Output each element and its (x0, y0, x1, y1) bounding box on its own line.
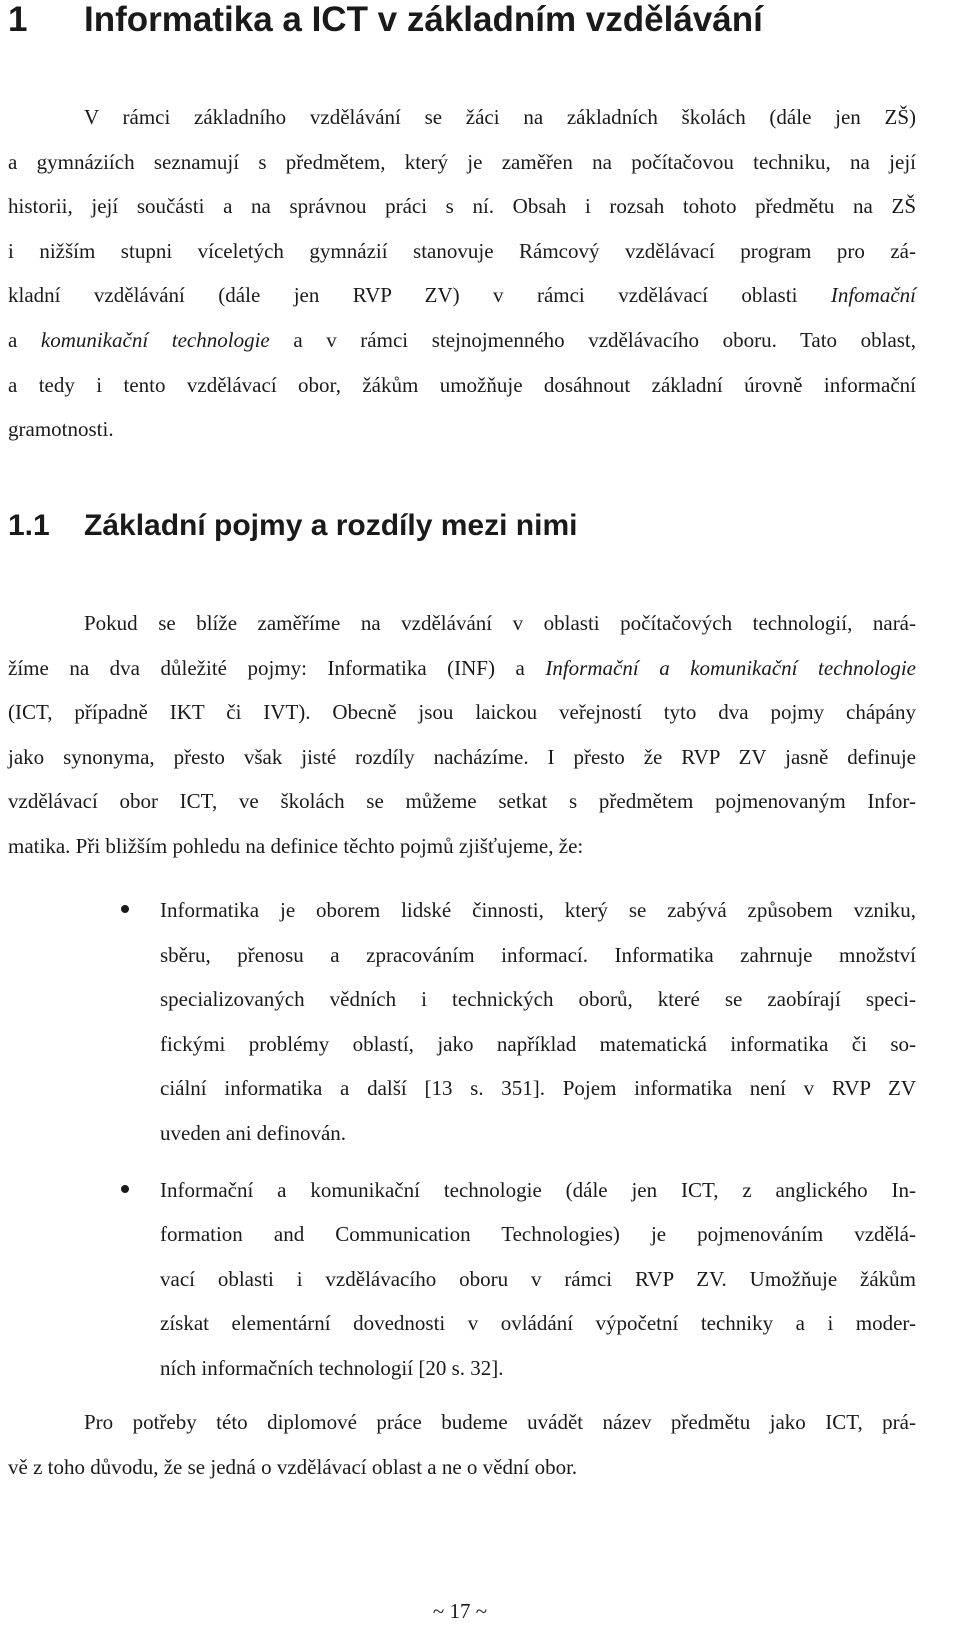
chapter-number: 1 (8, 0, 28, 39)
text-line: Pro potřeby této diplomové práce budeme uvádět název předmětu jako ICT, prá- (84, 1410, 916, 1434)
text-line: vě z toho důvodu, že se jedná o vzdělávací oblast a ne o vědní obor. (8, 1454, 578, 1479)
text-line: jako synonyma, přesto však jisté rozdíly nacházíme. I přesto že RVP ZV jasně definuje (8, 744, 916, 769)
text-line: matika. Při bližším pohledu na definice těchto pojmů zjišťujeme, že: (8, 833, 584, 858)
section-title: Základní pojmy a rozdíly mezi nimi (84, 509, 578, 542)
text-line: gramotnosti. (8, 417, 114, 442)
section-heading (8, 506, 577, 546)
text-line: sběru, přenosu a zpracováním informací. Informatika zahrnuje množství (160, 942, 916, 967)
section-paragraph (8, 601, 916, 869)
text-line: uveden ani definován. (160, 1120, 347, 1145)
text-line: specializovaných vědních i technických oborů, které se zaobírají speci- (160, 987, 916, 1012)
text-fragment: stejnojmenného vzdělávacího oboru. Tato oblast, (431, 327, 917, 352)
text-line (8, 646, 916, 691)
text-line: Informační a komunikační technologie (dále jen ICT, z anglického In- (160, 1177, 916, 1202)
document-page (4, 0, 916, 1640)
text-fragment: a v rámci (293, 327, 409, 352)
bullet-icon (121, 905, 129, 913)
text-line: a gymnáziích seznamují s předmětem, který je zaměřen na počítačovou techniku, na její (8, 149, 916, 174)
text-line: formation and Communication Technologies) je pojmenováním vzdělá- (160, 1222, 916, 1247)
text-line: ciální informatika a další [13 s. 351]. Pojem informatika není v RVP ZV (160, 1076, 916, 1101)
list-item (8, 888, 916, 1156)
intro-paragraph (8, 95, 916, 452)
text-line: (ICT, případně IKT či IVT). Obecně jsou laickou veřejností tyto dva pojmy chápány (8, 700, 916, 725)
closing-paragraph (8, 1400, 916, 1489)
text-line: vzdělávací obor ICT, ve školách se můžeme setkat s předmětem pojmenovaným Infor- (8, 789, 916, 814)
text-line (8, 318, 916, 363)
bullet-icon (121, 1185, 129, 1193)
chapter-heading (8, 0, 763, 40)
text-line: a tedy i tento vzdělávací obor, žákům umožňuje dosáhnout základní úrovně informační (8, 372, 916, 397)
text-line: Pokud se blíže zaměříme na vzdělávání v oblasti počítačových technologií, nará- (84, 611, 916, 635)
definition-list (8, 888, 916, 1403)
text-line: ních informačních technologií [20 s. 32]. (160, 1355, 504, 1380)
section-number: 1.1 (8, 509, 50, 542)
text-line: V rámci základního vzdělávání se žáci na základních školách (dále jen ZŠ) (84, 105, 916, 129)
text-fragment: žíme na dva důležité pojmy: Informatika (INF) a (8, 655, 525, 680)
text-line: i nižším stupni víceletých gymnázií stanovuje Rámcový vzdělávací program pro zá- (8, 238, 916, 263)
italic-term: komunikační technologie (40, 327, 270, 352)
page-number: ~ 17 ~ (432, 1599, 488, 1623)
chapter-title: Informatika a ICT v základním vzdělávání (84, 0, 763, 39)
italic-term: Infomační (830, 283, 916, 308)
text-line: vací oblasti i vzdělávacího oboru v rámci RVP ZV. Umožňuje žákům (160, 1266, 916, 1291)
list-item (8, 1168, 916, 1391)
text-line: fickými problémy oblastí, jako například matematická informatika či so- (160, 1031, 916, 1056)
text-line (8, 273, 916, 318)
text-line: získat elementární dovednosti v ovládání výpočetní techniky a i moder- (160, 1311, 916, 1336)
italic-term: Informační a komunikační technologie (545, 655, 916, 680)
text-line: Informatika je oborem lidské činnosti, který se zabývá způsobem vzniku, (160, 898, 916, 922)
text-line: historii, její součásti a na správnou práci s ní. Obsah i rozsah tohoto předmětu na ZŠ (8, 194, 916, 219)
text-fragment: kladní vzdělávání (dále jen RVP ZV) v rámci vzdělávací oblasti (8, 283, 798, 308)
text-fragment: a (8, 327, 18, 352)
